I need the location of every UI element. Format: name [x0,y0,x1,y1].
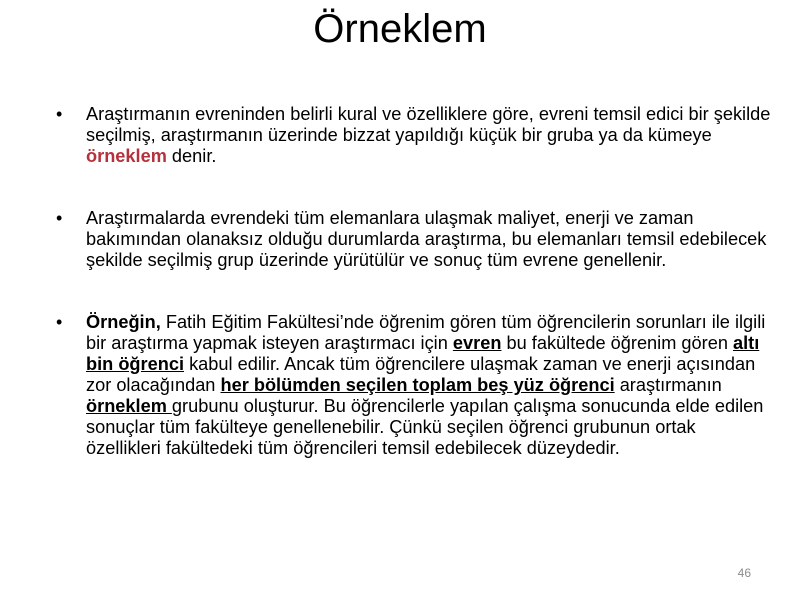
example-lead: Örneğin, [86,312,161,332]
slide-title: Örneklem [313,7,487,51]
emphasis-term: her bölümden seçilen toplam beş yüz öğrenci [220,375,615,395]
bullet-item-2 [56,208,772,271]
page-number: 46 [737,566,751,580]
highlight-term: örneklem [86,146,167,166]
bullet-text: araştırmanın [614,375,722,395]
bullet-text: kabul edilir. Ancak tüm öğrencilere ulaşmak zaman ve enerji açısından zor olacağından [86,354,756,395]
bullet-text: Araştırmalarda evrendeki tüm elemanlara ulaşmak maliyet, enerji ve zaman bakımından olanaksız olduğu durumlarda araştırma, bu elemanları temsil edebilecek şekilde seçilmiş grup üzerinde yürütülür ve sonuç tüm evrene genellenir. [86,208,767,270]
bullet-dot-icon: • [56,104,63,124]
emphasis-term: altı bin öğrenci [86,333,760,374]
bullet-item-1 [56,104,772,167]
bullet-text: bu fakültede öğrenim gören [501,333,733,353]
bullet-text: Fatih Eğitim Fakültesi’nde öğrenim gören tüm öğrencilerin sorunları ile ilgili bir araştırma yapmak isteyen araştırmacı için [86,312,766,353]
bullet-dot-icon: • [56,312,63,332]
emphasis-term: evren [452,333,502,353]
bullet-list [56,104,772,500]
bullet-dot-icon: • [56,208,63,228]
emphasis-term: örneklem [86,396,172,416]
bullet-text: Araştırmanın evreninden belirli kural ve özelliklere göre, evreni temsil edici bir şekilde seçilmiş, araştırmanın üzerinde bizzat yapıldığı küçük bir gruba ya da kümeye [86,104,771,145]
bullet-text: grubunu oluşturur. Bu öğrencilerle yapılan çalışma sonucunda elde edilen sonuçlar tüm fakülteye genellenebilir. Çünkü seçilen öğrenci grubunun ortak özellikleri fakültedeki tüm öğrencileri temsil edebilecek düzeydedir. [86,396,764,458]
bullet-text: denir. [166,146,217,166]
bullet-item-3 [56,312,772,459]
